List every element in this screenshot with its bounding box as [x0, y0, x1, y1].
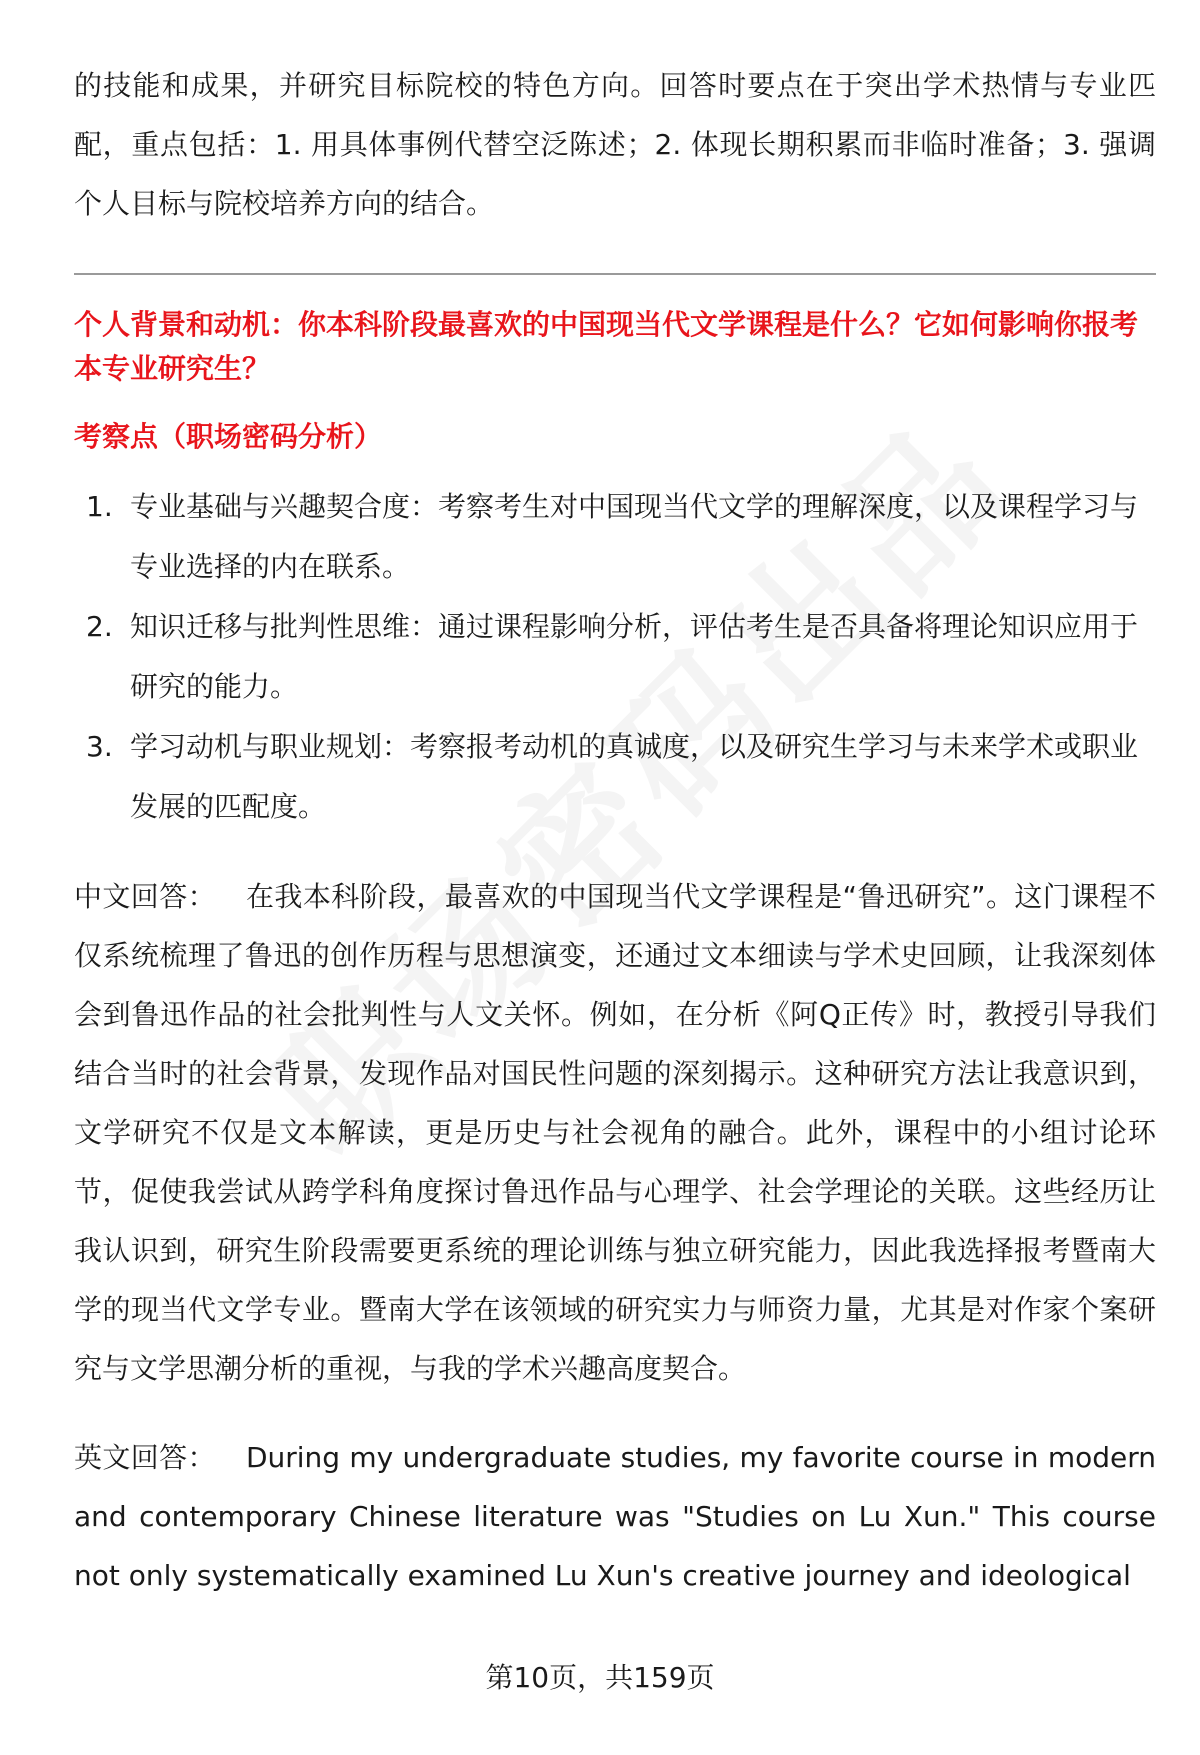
assessment-item-number: 3.: [86, 730, 113, 763]
assessment-item-number: 1.: [86, 490, 113, 523]
page-number: 第10页，共159页: [485, 1661, 715, 1694]
assessment-item: [74, 477, 1156, 597]
document-page: [74, 56, 1156, 1605]
intro-paragraph: 的技能和成果，并研究目标院校的特色方向。回答时要点在于突出学术热情与专业匹配，重点包括：1. 用具体事例代替空泛陈述；2. 体现长期积累而非临时准备；3. 强调个人目标与院校培养方向的结合。: [74, 69, 1156, 220]
section-divider: [74, 273, 1156, 275]
question-heading: 个人背景和动机：你本科阶段最喜欢的中国现当代文学课程是什么？它如何影响你报考本专业研究生？: [74, 308, 1139, 385]
assessment-item-text: 学习动机与职业规划：考察报考动机的真诚度，以及研究生学习与未来学术或职业发展的匹配度。: [130, 730, 1139, 823]
chinese-answer-label: 中文回答：: [74, 880, 217, 913]
assessment-heading: 考察点（职场密码分析）: [74, 420, 383, 453]
chinese-answer: [74, 867, 1156, 1398]
assessment-item: [74, 717, 1156, 837]
english-answer: [74, 1428, 1156, 1605]
chinese-answer-text: 在我本科阶段，最喜欢的中国现当代文学课程是“鲁迅研究”。这门课程不仅系统梳理了鲁迅的创作历程与思想演变，还通过文本细读与学术史回顾，让我深刻体会到鲁迅作品的社会批判性与人文关怀。例如，在分析《阿Q正传》时，教授引导我们结合当时的社会背景，发现作品对国民性问题的深刻揭示。这种研究方法让我意识到，文学研究不仅是文本解读，更是历史与社会视角的融合。此外，课程中的小组讨论环节，促使我尝试从跨学科角度探讨鲁迅作品与心理学、社会学理论的关联。这些经历让我认识到，研究生阶段需要更系统的理论训练与独立研究能力，因此我选择报考暨南大学的现当代文学专业。暨南大学在该领域的研究实力与师资力量，尤其是对作家个案研究与文学思潮分析的重视，与我的学术兴趣高度契合。: [74, 880, 1156, 1385]
assessment-item-text: 知识迁移与批判性思维：通过课程影响分析，评估考生是否具备将理论知识应用于研究的能力。: [130, 610, 1139, 703]
assessment-item-text: 专业基础与兴趣契合度：考察考生对中国现当代文学的理解深度，以及课程学习与专业选择的内在联系。: [130, 490, 1139, 583]
assessment-item-number: 2.: [86, 610, 113, 643]
assessment-item: [74, 597, 1156, 717]
assessment-list: [74, 477, 1156, 837]
english-answer-text: During my undergraduate studies, my favorite course in modern and contemporary Chinese literature was "Studies on Lu Xun." This course not only systematically examined Lu Xun's creative journey and ideological: [74, 1441, 1156, 1592]
english-answer-label: 英文回答：: [74, 1441, 216, 1474]
